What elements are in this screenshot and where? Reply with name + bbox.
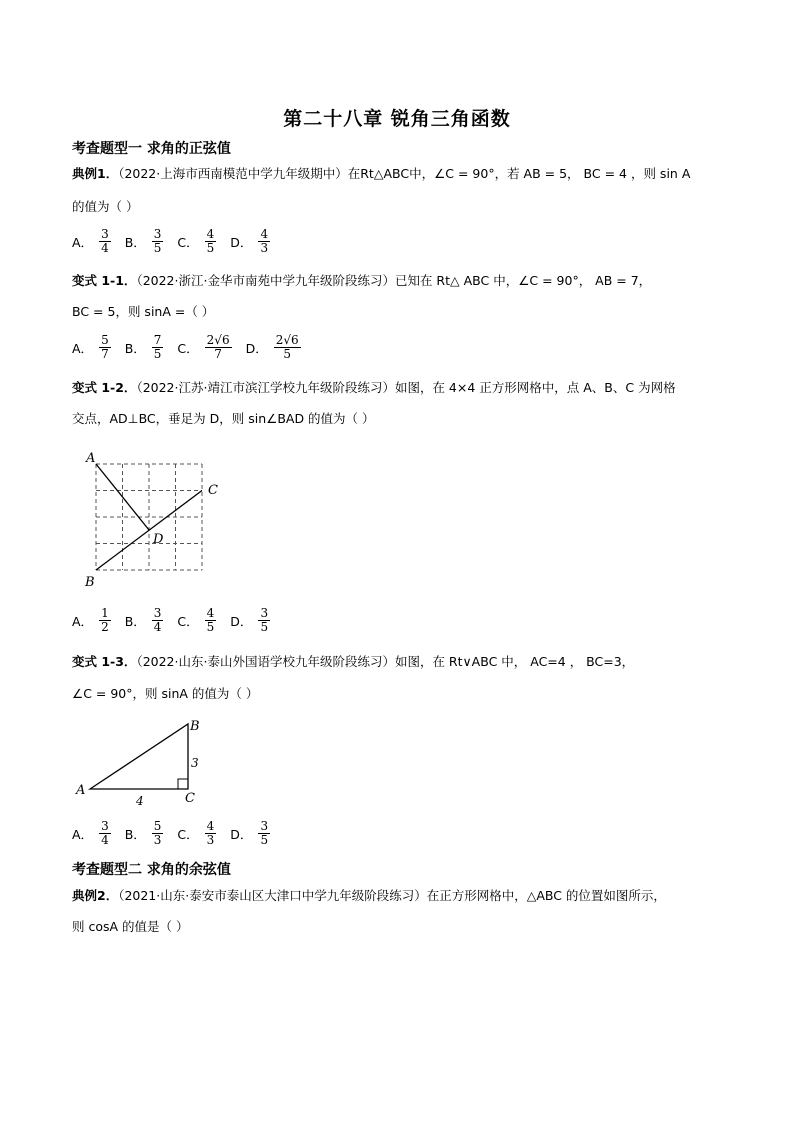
variant-1-2-label: 变式 1-2． (72, 380, 137, 395)
choice-c[interactable]: C． $\frac{4}{5}$ (177, 606, 215, 634)
example-2-line-2: 则 cosA 的值是（ ） (72, 919, 189, 934)
choice-a[interactable]: A． $\frac{3}{4}$ (72, 819, 109, 847)
variant-1-1-text: （2022·浙江·金华市南苑中学九年级阶段练习）已知在 Rt△ ABC 中，∠C = 90°， AB = 7， (136, 273, 652, 288)
example-1-label: 典例1． (72, 166, 119, 181)
point-a-label: A (76, 783, 86, 798)
example-2-text: （2021·山东·泰安市泰山区大津口中学九年级阶段练习）在正方形网格中，△ABC 的位置如图所示， (118, 888, 666, 903)
section-heading-cosine: 考查题型二 求角的余弦值 (72, 862, 231, 878)
example-1-choices (72, 228, 284, 255)
example-1-text: （2022·上海市西南模范中学九年级期中）在Rt△ABC中，∠C = 90°，若 AB = 5， BC = 4 ，则 sin A (118, 166, 691, 181)
grid-figure (78, 444, 228, 594)
variant-1-1-line-2: BC = 5，则 sinA =（ ） (72, 304, 215, 319)
choice-d[interactable]: D． $\frac{2√6}{5}$ (245, 333, 299, 361)
variant-1-2-line-1 (72, 380, 676, 396)
variant-1-2-text: （2022·江苏·靖江市滨江学校九年级阶段练习）如图，在 4×4 正方形网格中，点 A、B、C 为网格 (136, 380, 676, 395)
point-c-label: C (208, 483, 218, 498)
choice-b[interactable]: B． $\frac{3}{4}$ (124, 606, 162, 634)
choice-b[interactable]: B． $\frac{7}{5}$ (124, 333, 162, 361)
variant-1-3-label: 变式 1-3． (72, 654, 137, 669)
example-1-line-1 (72, 166, 690, 182)
variant-1-3-line-2: ∠C = 90°，则 sinA 的值为（ ） (72, 686, 259, 701)
choice-b[interactable]: B． $\frac{3}{5}$ (124, 227, 162, 255)
point-b-label: B (85, 575, 95, 590)
side-bc-length: 3 (191, 756, 199, 770)
choice-c[interactable]: C． $\frac{4}{5}$ (177, 227, 215, 255)
variant-1-2-choices (72, 607, 284, 634)
right-angle-mark (178, 779, 188, 789)
variant-1-1-label: 变式 1-1． (72, 273, 137, 288)
point-b-label: B (190, 719, 200, 734)
dashed-grid (96, 464, 202, 570)
choice-b[interactable]: B． $\frac{5}{3}$ (124, 819, 162, 847)
triangle-figure (70, 712, 220, 807)
example-2-line-1 (72, 888, 666, 904)
choice-d[interactable]: D． $\frac{3}{5}$ (230, 606, 269, 634)
point-d-label: D (153, 532, 164, 547)
variant-1-2-line-2: 交点，AD⊥BC，垂足为 D，则 sin∠BAD 的值为（ ） (72, 411, 375, 426)
example-2-label: 典例2． (72, 888, 119, 903)
side-ac-length: 4 (136, 794, 144, 807)
point-a-label: A (86, 451, 96, 466)
page-title: 第二十八章 锐角三角函数 (283, 108, 511, 130)
variant-1-1-line-1 (72, 273, 651, 289)
variant-1-1-choices (72, 334, 315, 361)
triangle-abc (90, 724, 188, 789)
choice-d[interactable]: D． $\frac{4}{3}$ (230, 227, 269, 255)
choice-c[interactable]: C． $\frac{2√6}{7}$ (177, 333, 230, 361)
choice-a[interactable]: A． $\frac{3}{4}$ (72, 227, 109, 255)
variant-1-3-choices (72, 820, 284, 847)
variant-1-3-line-1 (72, 654, 634, 670)
choice-a[interactable]: A． $\frac{5}{7}$ (72, 333, 109, 361)
section-heading-sine: 考查题型一 求角的正弦值 (72, 141, 231, 157)
point-c-label: C (185, 791, 195, 806)
variant-1-3-text: （2022·山东·泰山外国语学校九年级阶段练习）如图，在 Rt∨ABC 中， AC=4 ， BC=3， (136, 654, 635, 669)
choice-d[interactable]: D． $\frac{3}{5}$ (230, 819, 269, 847)
choice-a[interactable]: A． $\frac{1}{2}$ (72, 606, 109, 634)
choice-c[interactable]: C． $\frac{4}{3}$ (177, 819, 215, 847)
example-1-line-2: 的值为（ ） (72, 199, 139, 214)
